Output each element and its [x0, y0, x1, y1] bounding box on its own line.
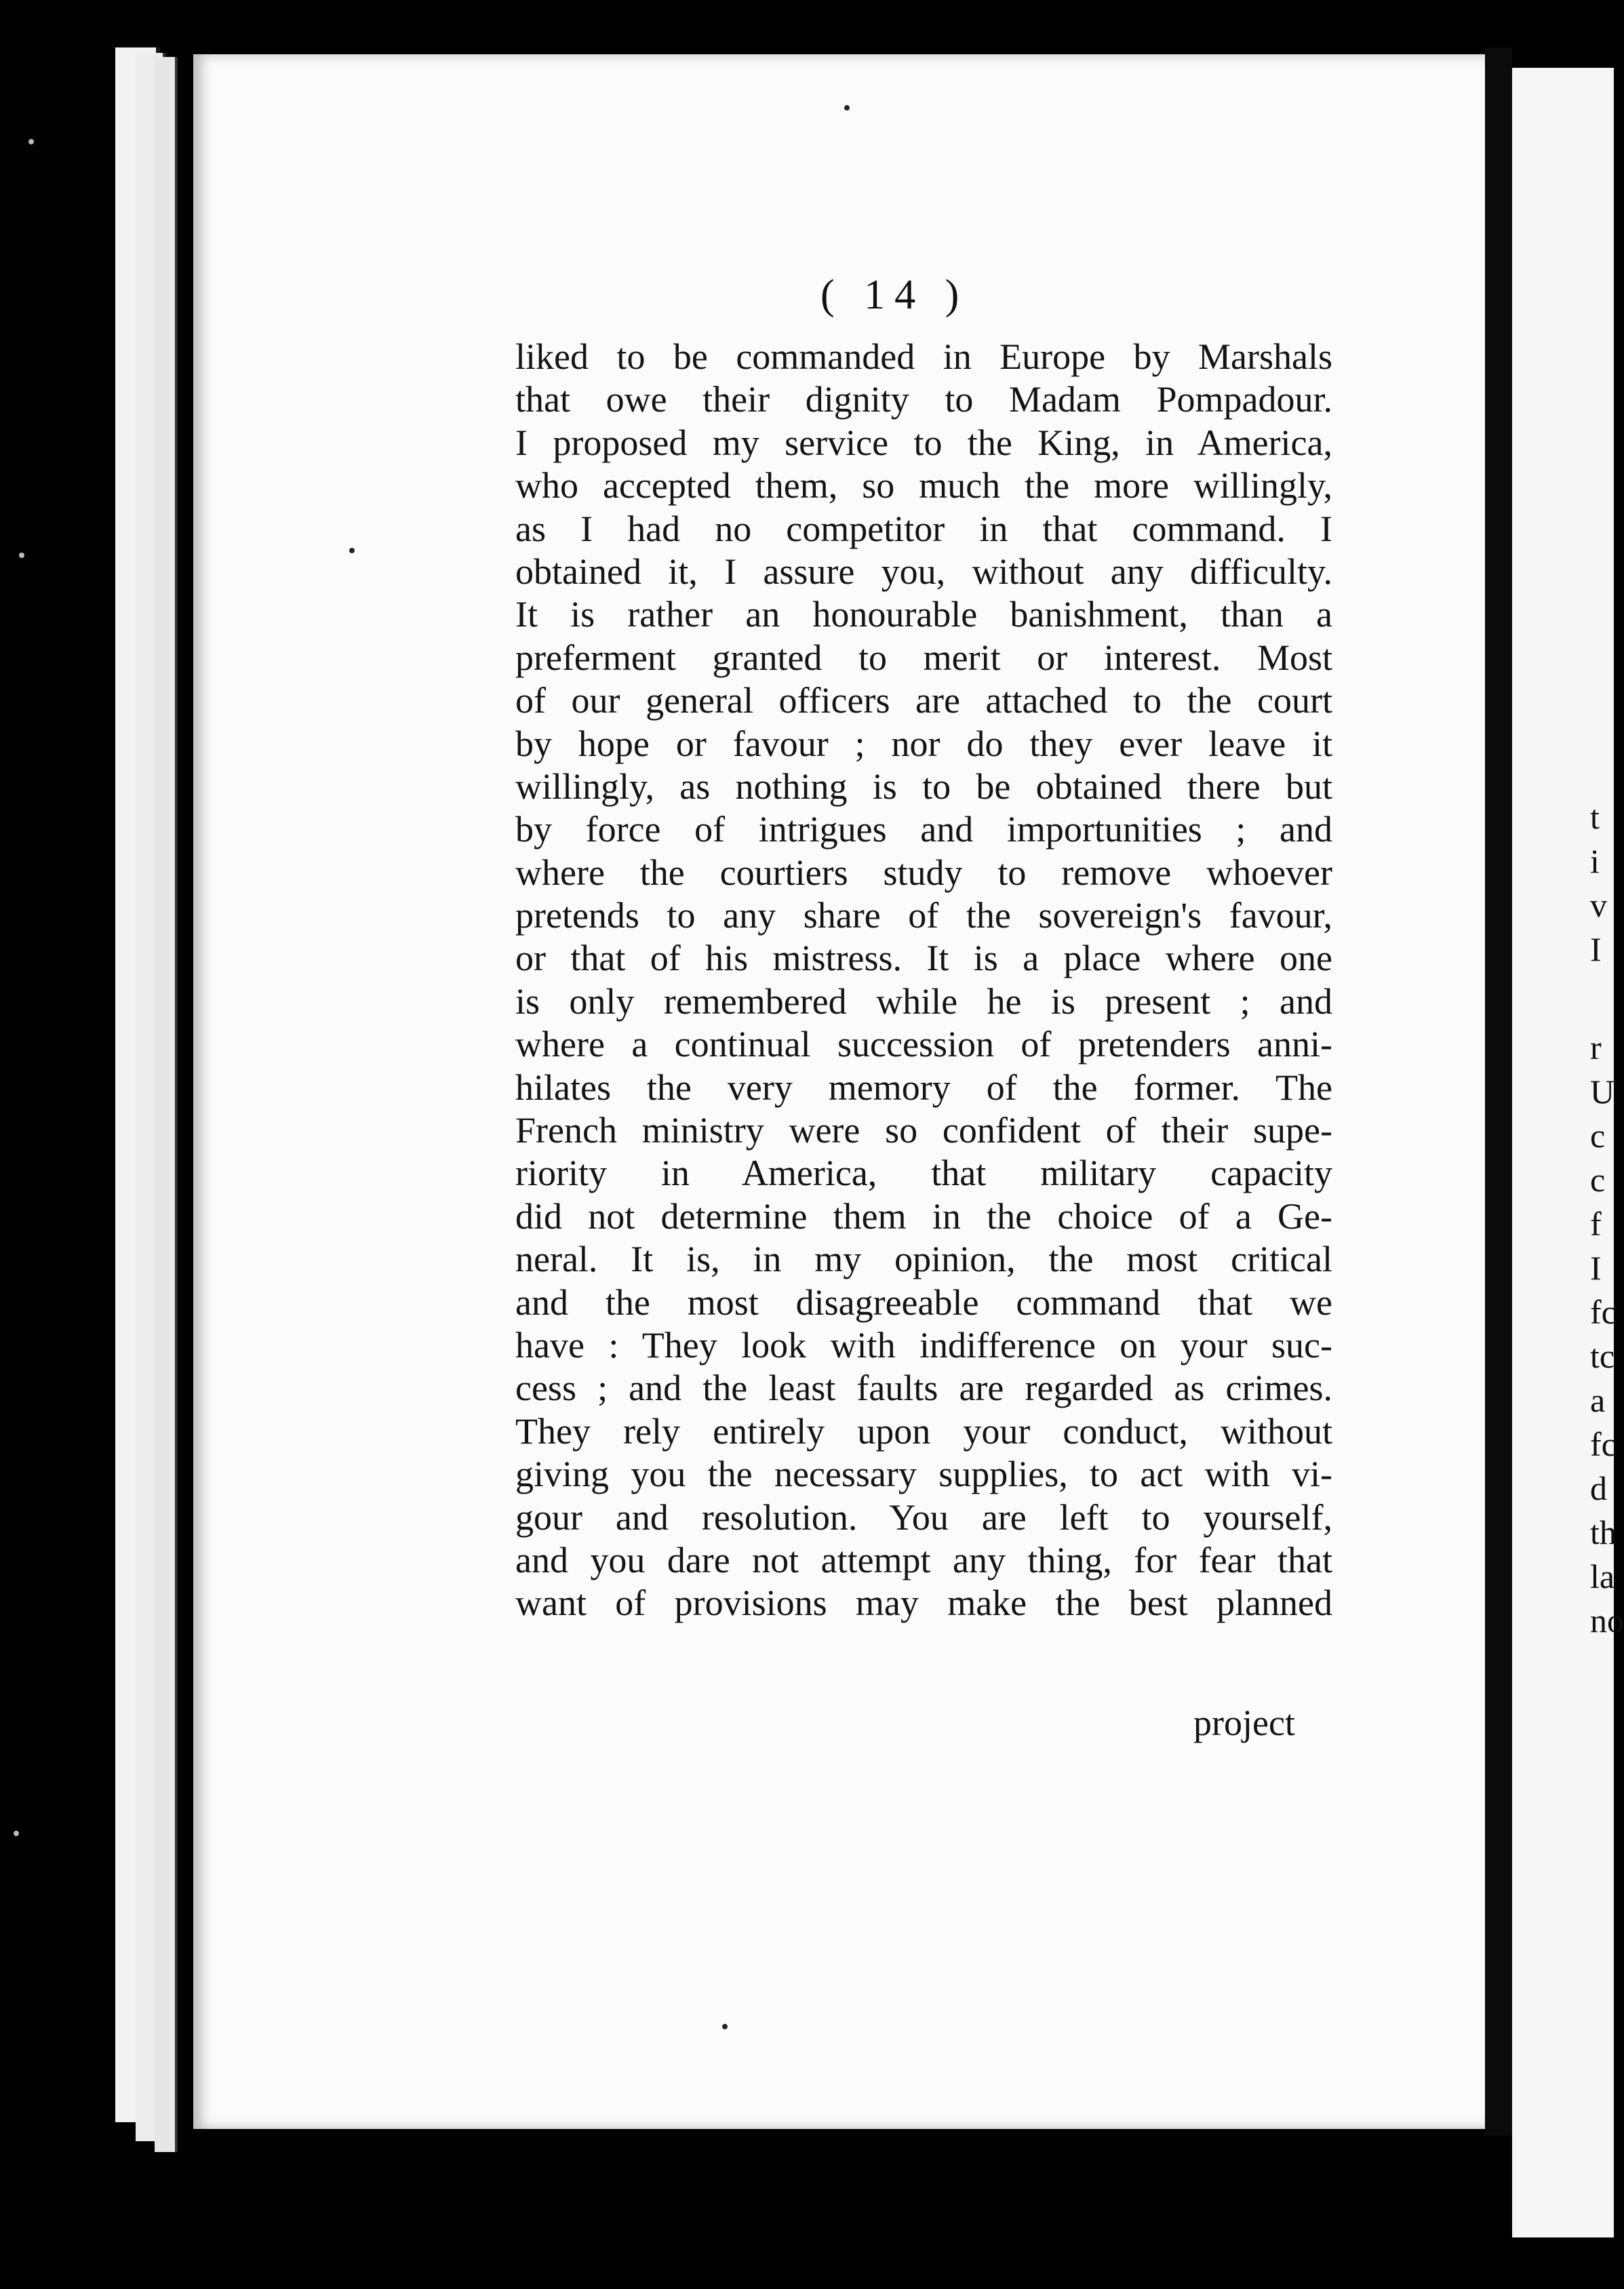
facing-text-fragment: tc — [1590, 1337, 1615, 1375]
text-line: by force of intrigues and importunities ; and — [515, 809, 1332, 850]
facing-text-fragment: c — [1590, 1161, 1606, 1199]
text-line: French ministry were so confident of their supe- — [515, 1110, 1332, 1151]
body-text — [515, 336, 1332, 1625]
text-line: did not determine them in the choice of a Ge- — [515, 1195, 1332, 1237]
text-line: obtained it, I assure you, without any difficulty. — [515, 551, 1332, 592]
ink-speck — [28, 139, 34, 144]
text-line: cess ; and the least faults are regarded as crimes. — [515, 1368, 1332, 1409]
book-gutter — [1485, 47, 1512, 2136]
text-line: gour and resolution. You are left to yourself, — [515, 1496, 1332, 1538]
ink-speck — [722, 2024, 728, 2029]
text-line: They rely entirely upon your conduct, without — [515, 1410, 1332, 1452]
text-line: or that of his mistress. It is a place where one — [515, 938, 1332, 979]
facing-text-fragment: I — [1590, 1249, 1602, 1287]
facing-text-fragment: a — [1590, 1381, 1606, 1419]
text-line: as I had no competitor in that command. I — [515, 508, 1332, 549]
facing-text-fragment: t — [1590, 798, 1600, 836]
text-line: pretends to any share of the sovereign's favour, — [515, 895, 1332, 936]
text-line: of our general officers are attached to the court — [515, 680, 1332, 721]
ink-speck — [14, 1831, 19, 1836]
ink-speck — [19, 553, 24, 558]
text-line: It is rather an honourable banishment, than a — [515, 594, 1332, 635]
facing-text-fragment: fc — [1590, 1425, 1617, 1463]
text-line: I proposed my service to the King, in America, — [515, 422, 1332, 463]
facing-text-fragment: U — [1590, 1073, 1615, 1111]
facing-text-fragment: i — [1590, 842, 1600, 880]
facing-text-fragment: la — [1590, 1557, 1615, 1595]
facing-text-fragment: no — [1590, 1601, 1624, 1639]
text-line: preferment granted to merit or interest. Most — [515, 637, 1332, 678]
ink-speck — [844, 105, 850, 111]
page-edge — [155, 57, 178, 2152]
text-line: by hope or favour ; nor do they ever leave it — [515, 723, 1332, 764]
facing-text-fragment: d — [1590, 1469, 1607, 1507]
text-line: that owe their dignity to Madam Pompadour. — [515, 379, 1332, 420]
text-line: want of provisions may make the best planned — [515, 1583, 1332, 1624]
text-line: who accepted them, so much the more willingly, — [515, 465, 1332, 506]
facing-text-fragment: I — [1590, 930, 1602, 968]
facing-text-fragment: c — [1590, 1117, 1606, 1155]
text-line: neral. It is, in my opinion, the most critical — [515, 1239, 1332, 1280]
text-line: riority in America, that military capacity — [515, 1153, 1332, 1194]
text-line: is only remembered while he is present ; and — [515, 980, 1332, 1022]
facing-text-fragment: fc — [1590, 1293, 1617, 1331]
facing-text-fragment: r — [1590, 1029, 1602, 1067]
text-line: hilates the very memory of the former. The — [515, 1067, 1332, 1108]
text-line: and you dare not attempt any thing, for fear that — [515, 1539, 1332, 1580]
text-line: where the courtiers study to remove whoever — [515, 852, 1332, 893]
facing-text-fragment: f — [1590, 1205, 1602, 1243]
text-line: and the most disagreeable command that we — [515, 1281, 1332, 1323]
text-line: giving you the necessary supplies, to act with vi- — [515, 1454, 1332, 1495]
text-line: willingly, as nothing is to be obtained there but — [515, 765, 1332, 807]
text-line: where a continual succession of pretenders anni- — [515, 1024, 1332, 1065]
ink-speck — [349, 548, 355, 553]
text-line: liked to be commanded in Europe by Marshals — [515, 336, 1332, 377]
catchword: project — [1193, 1703, 1295, 1743]
page-number: ( 14 ) — [820, 272, 969, 318]
text-line: have : They look with indifference on your suc- — [515, 1324, 1332, 1366]
facing-text-fragment: v — [1590, 886, 1607, 924]
facing-text-fragment: th — [1590, 1513, 1617, 1551]
